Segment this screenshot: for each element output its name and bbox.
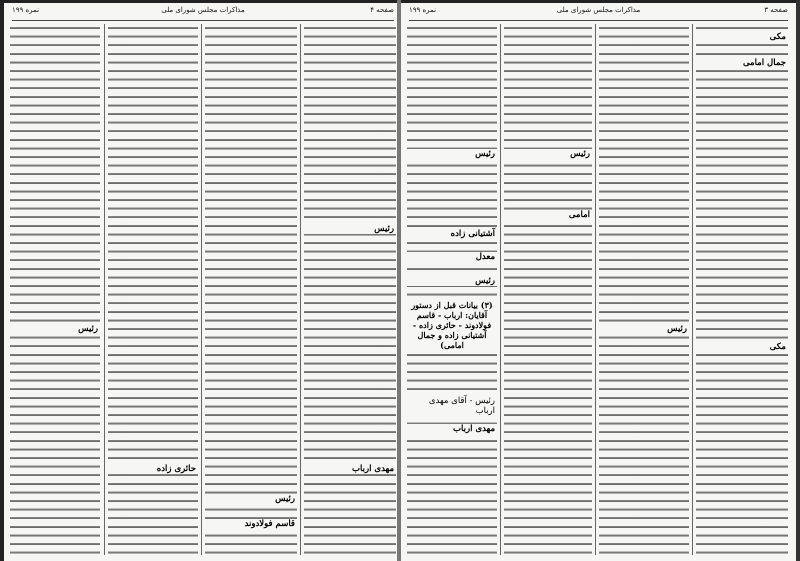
heading: رئیس (10, 324, 100, 334)
column-divider (300, 24, 301, 555)
heading: جمال امامی (696, 58, 788, 68)
column-divider (692, 24, 693, 555)
newspaper-title: مذاکرات مجلس شورای ملی (161, 6, 245, 14)
text-column (108, 24, 198, 555)
header-rule (409, 20, 788, 21)
newspaper-title: مذاکرات مجلس شورای ملی (556, 6, 641, 14)
page-number: صفحه ۴ (370, 6, 394, 14)
column-divider (500, 24, 501, 555)
header-rule (12, 20, 394, 21)
heading: مهدی ارباب (407, 424, 497, 434)
issue-number: نمره ۱۹۹ (409, 6, 437, 14)
heading: رئیس (407, 276, 497, 286)
heading: مهدی ارباب (304, 464, 396, 474)
section-heading: (۳) بیانات قبل از دستور آقایان: ارباب - قاسم فولادوند - حائری زاده - آشتیانی زاده و جمال امامی) (407, 300, 497, 350)
column-divider (595, 24, 596, 555)
page-header (409, 6, 788, 18)
right-page (401, 0, 800, 561)
heading: رئیس (407, 149, 497, 159)
text-column (205, 24, 297, 555)
text-column (599, 24, 689, 555)
top-border (4, 0, 402, 3)
issue-number: نمره ۱۹۹ (12, 6, 40, 14)
heading: مکی (696, 32, 788, 42)
text-column (504, 24, 592, 555)
text-column (304, 24, 396, 555)
heading: رئیس (504, 149, 592, 159)
heading: امامی (504, 210, 592, 220)
heading: رئیس (205, 494, 297, 504)
heading: حائری زاده (108, 464, 198, 474)
heading: رئیس - آقای مهدی ارباب (407, 396, 497, 416)
page-header (12, 6, 394, 18)
top-border (401, 0, 796, 3)
heading: رئیس (304, 224, 396, 234)
heading: مکی (696, 342, 788, 352)
text-column (407, 24, 497, 555)
column-divider (104, 24, 105, 555)
heading: قاسم فولادوند (205, 519, 297, 529)
text-column (10, 24, 100, 555)
text-column (696, 24, 788, 555)
page-number: صفحه ۳ (764, 6, 788, 14)
column-divider (201, 24, 202, 555)
heading: آشتیانی زاده (407, 229, 497, 239)
heading: رئیس (599, 324, 689, 334)
heading: معدل (407, 252, 497, 262)
